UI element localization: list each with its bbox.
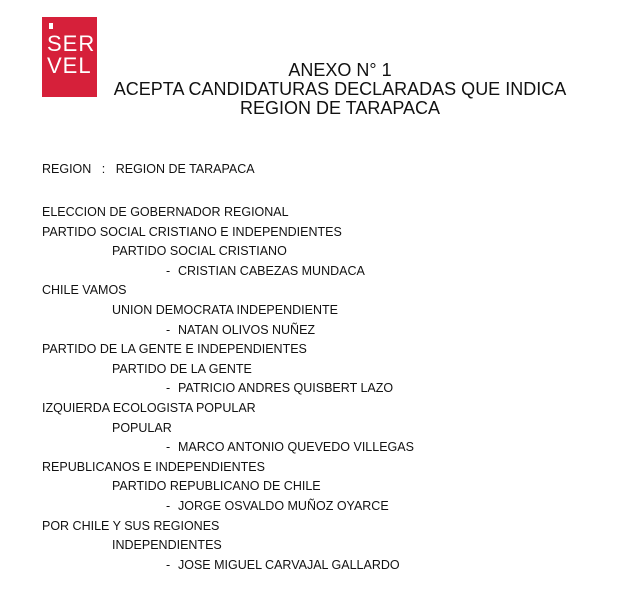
bullet-dash: - — [166, 498, 171, 513]
candidate-name: PATRICIO ANDRES QUISBERT LAZO — [178, 381, 394, 396]
candidate-row — [42, 438, 414, 458]
annex-title: ANEXO N° 1 — [288, 60, 392, 80]
region-title: REGION DE TARAPACA — [239, 98, 441, 118]
party-name: INDEPENDIENTES — [112, 538, 222, 553]
region-line — [42, 162, 255, 176]
logo-line1: SER — [47, 31, 96, 56]
region-label: REGION — [42, 162, 92, 176]
document-header — [100, 61, 580, 118]
bullet-dash: - — [166, 263, 171, 278]
party-name: POPULAR — [112, 420, 172, 435]
candidate-name: MARCO ANTONIO QUEVEDO VILLEGAS — [178, 440, 414, 455]
bullet-dash: - — [166, 440, 171, 455]
servel-logo — [42, 17, 97, 97]
pact-name: POR CHILE Y SUS REGIONES — [42, 518, 220, 533]
candidate-row — [42, 321, 414, 341]
bullet-dash: - — [166, 557, 171, 572]
candidate-row — [42, 556, 414, 576]
party-name: UNION DEMOCRATA INDEPENDIENTE — [112, 302, 338, 317]
pact-name: PARTIDO SOCIAL CRISTIANO E INDEPENDIENTES — [42, 224, 342, 239]
pact-name: REPUBLICANOS E INDEPENDIENTES — [42, 459, 265, 474]
pact-name: CHILE VAMOS — [42, 283, 127, 298]
bullet-dash: - — [166, 381, 171, 396]
candidate-row — [42, 379, 414, 399]
candidate-row — [42, 262, 414, 282]
candidate-name: JOSE MIGUEL CARVAJAL GALLARDO — [178, 557, 400, 572]
candidate-name: CRISTIAN CABEZAS MUNDACA — [178, 263, 365, 278]
region-value: REGION DE TARAPACA — [115, 162, 255, 176]
pact-name: IZQUIERDA ECOLOGISTA POPULAR — [42, 400, 256, 415]
candidacy-list — [42, 203, 414, 575]
candidate-row — [42, 497, 414, 517]
party-name: PARTIDO DE LA GENTE — [112, 361, 252, 376]
resolution-title: ACEPTA CANDIDATURAS DECLARADAS QUE INDICA — [113, 79, 567, 99]
logo-line2: VEL — [47, 53, 92, 78]
bullet-dash: - — [166, 322, 171, 337]
pacts-container — [42, 223, 414, 576]
candidate-name: NATAN OLIVOS NUÑEZ — [178, 322, 316, 337]
candidate-name: JORGE OSVALDO MUÑOZ OYARCE — [178, 498, 389, 513]
election-title: ELECCION DE GOBERNADOR REGIONAL — [42, 205, 289, 219]
pact-name: PARTIDO DE LA GENTE E INDEPENDIENTES — [42, 342, 307, 357]
logo-mark — [49, 23, 53, 29]
region-separator: : — [101, 162, 106, 176]
party-name: PARTIDO SOCIAL CRISTIANO — [112, 244, 287, 259]
party-name: PARTIDO REPUBLICANO DE CHILE — [112, 479, 321, 494]
